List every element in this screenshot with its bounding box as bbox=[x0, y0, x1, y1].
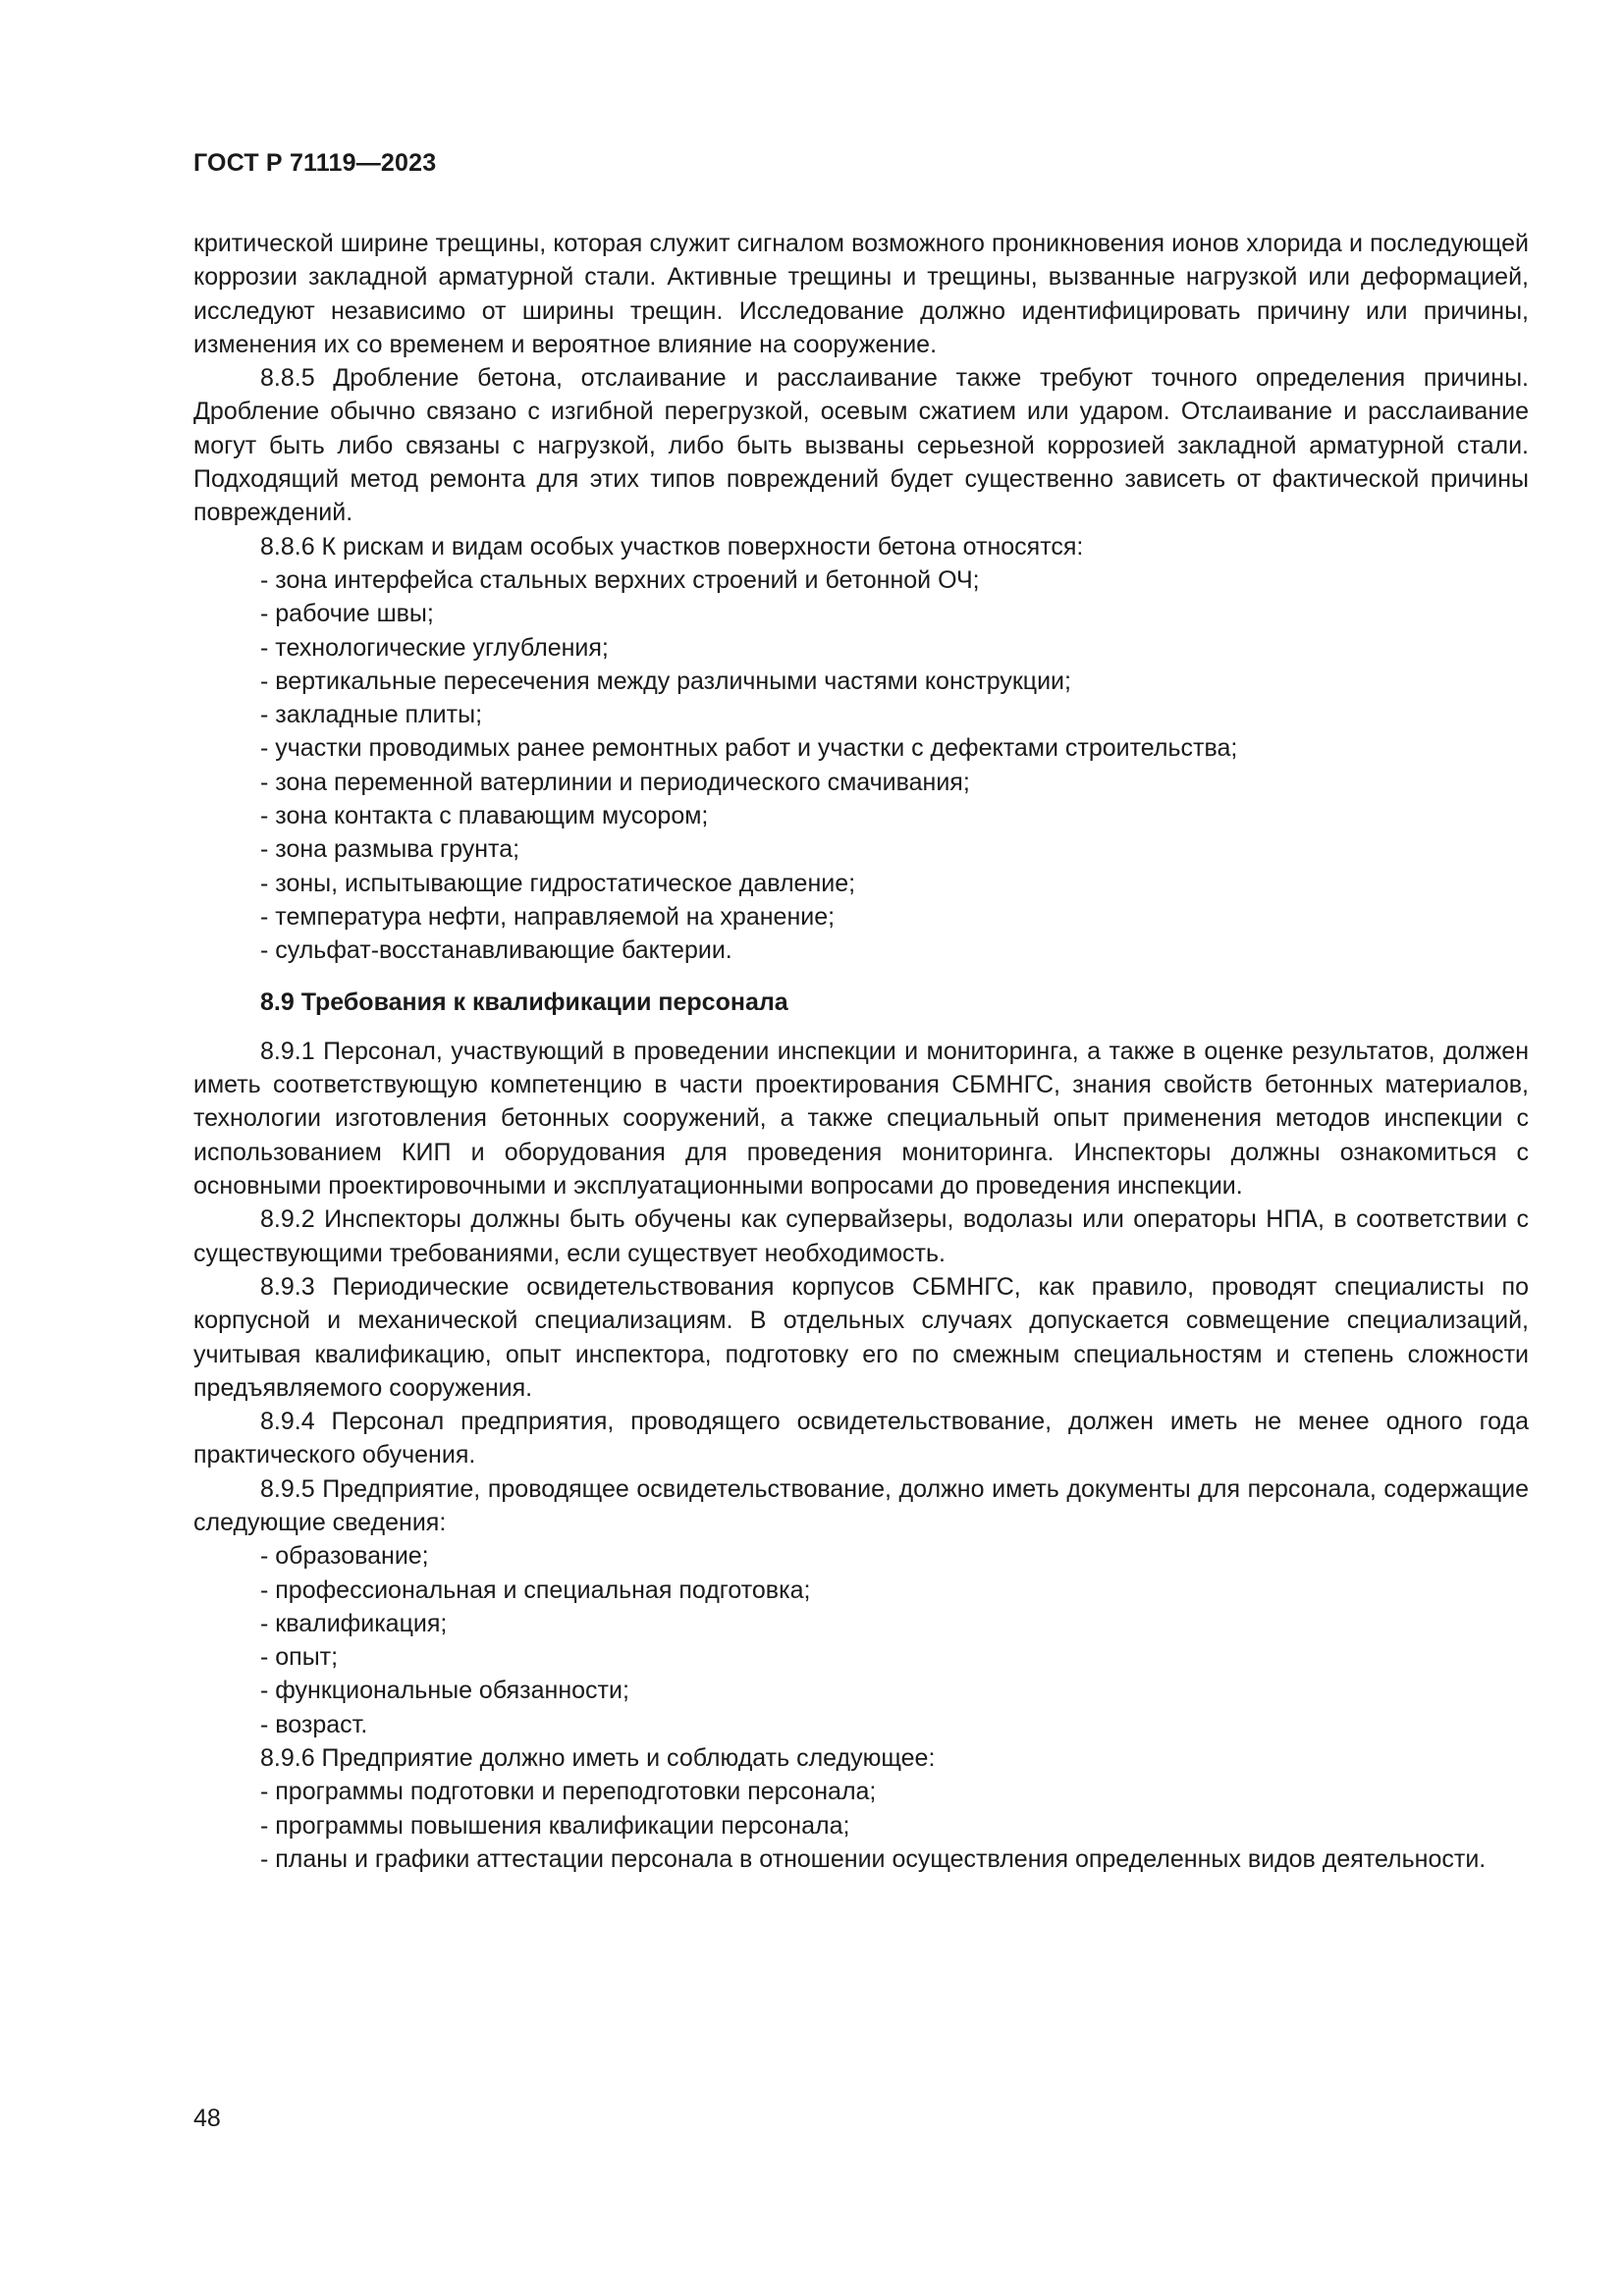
list-item: - температура нефти, направляемой на хранение; bbox=[260, 902, 836, 931]
list-item: - опыт; bbox=[260, 1643, 339, 1672]
list-item: - сульфат-восстанавливающие бактерии. bbox=[260, 936, 732, 965]
paragraph-8-9-2: 8.9.2 Инспекторы должны быть обучены как супервайзеры, водолазы или операторы НПА, в соответствии с существующими требованиями, если существует необходимость. bbox=[193, 1205, 1529, 1267]
list-item: - квалификация; bbox=[260, 1609, 448, 1637]
list-item: - планы и графики аттестации персонала в отношении осуществления определенных видов деятельности. bbox=[260, 1844, 1487, 1873]
page-number: 48 bbox=[193, 2105, 221, 2132]
paragraph-8-9-6: 8.9.6 Предприятие должно иметь и соблюдать следующее: bbox=[260, 1744, 936, 1773]
list-item: - функциональные обязанности; bbox=[260, 1677, 629, 1705]
list-item: - зона контакта с плавающим мусором; bbox=[260, 802, 709, 830]
list-item: - участки проводимых ранее ремонтных работ и участки с дефектами строительства; bbox=[260, 734, 1238, 763]
paragraph-8-9-5: 8.9.5 Предприятие, проводящее освидетельствование, должно иметь документы для персонала, содержащие следующие сведения: bbox=[193, 1474, 1529, 1536]
paragraph-8-9-1: 8.9.1 Персонал, участвующий в проведении инспекции и мониторинга, а также в оценке результатов, должен иметь соответствующую компетенцию в части проектирования СБМНГС, знания свойств бетонных материалов, технологии изготовления бетонных сооружений, а также специальный опыт применения методов инспекции с использованием КИП и оборудования для проведения мониторинга. Инспекторы должны ознакомиться с основными проектировочными и эксплуатационными вопросами до проведения инспекции. bbox=[193, 1037, 1529, 1201]
list-item: - возраст. bbox=[260, 1710, 368, 1738]
list-item: - технологические углубления; bbox=[260, 633, 609, 662]
documents-list bbox=[193, 1539, 1529, 1741]
paragraph-8-8-6: 8.8.6 К рискам и видам особых участков поверхности бетона относятся: bbox=[260, 532, 1084, 561]
list-item: - профессиональная и специальная подготовка; bbox=[260, 1575, 811, 1604]
programs-list bbox=[193, 1775, 1529, 1876]
list-item: - рабочие швы; bbox=[260, 600, 434, 628]
paragraph-continuation: критической ширине трещины, которая служит сигналом возможного проникновения ионов хлорида и последующей коррозии закладной арматурной стали. Активные трещины и трещины, вызванные нагрузкой или деформацией, исследуют независимо от ширины трещин. Исследование должно идентифицировать причину или причины, изменения их со временем и вероятное влияние на сооружение. bbox=[193, 230, 1529, 358]
document-header: ГОСТ Р 71119—2023 bbox=[193, 149, 437, 177]
list-item: - зона переменной ватерлинии и периодического смачивания; bbox=[260, 768, 970, 796]
paragraph-8-9-3: 8.9.3 Периодические освидетельствования корпусов СБМНГС, как правило, проводят специалисты по корпусной и механической специализациям. В отдельных случаях допускается совмещение специализаций, учитывая квалификацию, опыт инспектора, подготовку его по смежным специальностям и степень сложности предъявляемого сооружения. bbox=[193, 1272, 1529, 1402]
list-item: - программы повышения квалификации персонала; bbox=[260, 1811, 850, 1840]
list-item: - зона размыва грунта; bbox=[260, 835, 520, 864]
list-item: - вертикальные пересечения между различными частями конструкции; bbox=[260, 667, 1071, 695]
list-item: - зоны, испытывающие гидростатическое давление; bbox=[260, 869, 856, 897]
list-item: - образование; bbox=[260, 1542, 429, 1571]
paragraph-8-9-4: 8.9.4 Персонал предприятия, проводящего освидетельствование, должен иметь не менее одного года практического обучения. bbox=[193, 1408, 1529, 1469]
list-item: - зона интерфейса стальных верхних строений и бетонной ОЧ; bbox=[260, 565, 980, 594]
section-heading-8-9: 8.9 Требования к квалификации персонала bbox=[260, 988, 788, 1016]
list-item: - программы подготовки и переподготовки персонала; bbox=[260, 1778, 877, 1806]
list-item: - закладные плиты; bbox=[260, 701, 483, 729]
document-body bbox=[193, 227, 1529, 1876]
paragraph-8-8-5: 8.8.5 Дробление бетона, отслаивание и расслаивание также требуют точного определения причины. Дробление обычно связано с изгибной перегрузкой, осевым сжатием или ударом. Отслаивание и расслаивание могут быть либо связаны с нагрузкой, либо быть вызваны серьезной коррозией закладной арматурной стали. Подходящий метод ремонта для этих типов повреждений будет существенно зависеть от фактической причины повреждений. bbox=[193, 364, 1529, 527]
risk-list bbox=[193, 563, 1529, 968]
